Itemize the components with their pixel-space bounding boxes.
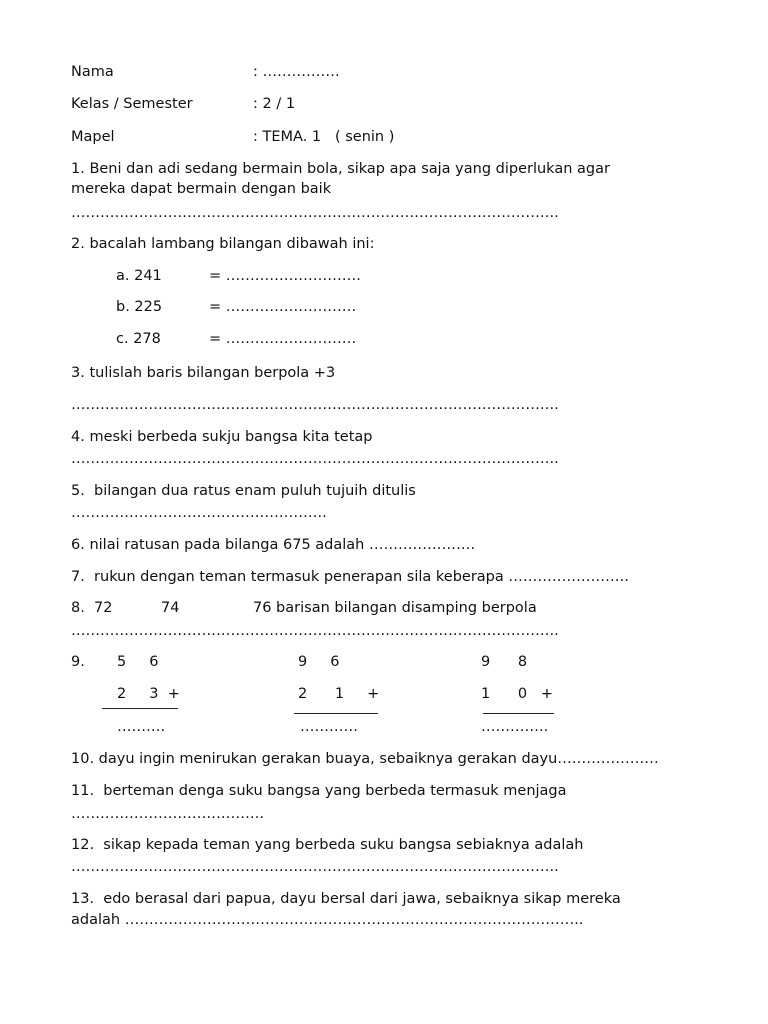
question-12-text: 12. sikap kepada teman yang berbeda suku bangsa sebiaknya adalah — [71, 837, 584, 853]
sum-2-bottom: 2 1 + — [298, 686, 380, 702]
sum-1-result: ………. — [117, 719, 166, 735]
question-11-answer-line: …………………………………. — [71, 806, 265, 822]
sum-2-result: ………… — [300, 719, 358, 735]
question-8-number-1: 8. 72 — [71, 600, 113, 616]
question-2c-answer: = ……………………… — [209, 331, 357, 347]
question-2b-answer: = ……………………… — [209, 299, 357, 315]
question-2-text: 2. bacalah lambang bilangan dibawah ini: — [71, 236, 375, 252]
mapel-label: Mapel — [71, 129, 115, 145]
question-12-answer-line: ……………………………………………………………………………………….. — [71, 859, 559, 875]
question-2a-answer: = ………………………. — [209, 268, 361, 284]
sum-1-bottom: 2 3 + — [117, 686, 180, 702]
question-3-text: 3. tulislah baris bilangan berpola +3 — [71, 365, 336, 381]
sum-3-rule — [483, 713, 554, 714]
mapel-value: : TEMA. 1 ( senin ) — [253, 129, 395, 145]
question-1-answer-line: ……………………………………………………………………………………….. — [71, 205, 559, 221]
sum-3-bottom: 1 0 + — [481, 686, 554, 702]
sum-3-top: 9 8 — [481, 654, 528, 670]
question-5-answer-line: …………………………………………….. — [71, 505, 327, 521]
question-6-text: 6. nilai ratusan pada bilanga 675 adalah …………………. — [71, 537, 476, 553]
question-3-answer-line: ……………………………………………………………………………………….. — [71, 397, 559, 413]
nama-label: Nama — [71, 64, 114, 80]
question-1-line-2: mereka dapat bermain dengan baik — [71, 181, 332, 197]
question-13-line-1: 13. edo berasal dari papua, dayu bersal dari jawa, sebaiknya sikap mereka — [71, 891, 621, 907]
question-8-number-3-text: 76 barisan bilangan disamping berpola — [253, 600, 537, 616]
sum-2-top: 9 6 — [298, 654, 340, 670]
question-10-text: 10. dayu ingin menirukan gerakan buaya, sebaiknya gerakan dayu………………… — [71, 751, 659, 767]
nama-value: : ……………. — [253, 64, 340, 80]
question-8-answer-line: ……………………………………………………………………………………….. — [71, 623, 559, 639]
kelas-value: : 2 / 1 — [253, 96, 296, 112]
question-4-answer-line: ……………………………………………………………………………………….. — [71, 451, 559, 467]
kelas-label: Kelas / Semester — [71, 96, 193, 112]
question-9-number: 9. — [71, 654, 85, 670]
question-4-text: 4. meski berbeda sukju bangsa kita tetap — [71, 429, 373, 445]
sum-1-rule — [102, 708, 178, 709]
question-11-text: 11. berteman denga suku bangsa yang berbeda termasuk menjaga — [71, 783, 567, 799]
question-5-text: 5. bilangan dua ratus enam puluh tujuih ditulis — [71, 483, 416, 499]
sum-2-rule — [294, 713, 378, 714]
question-7-text: 7. rukun dengan teman termasuk penerapan sila keberapa ……………………. — [71, 569, 629, 585]
sum-3-result: ………….. — [481, 719, 549, 735]
question-2b-label: b. 225 — [116, 299, 163, 315]
sum-1-top: 5 6 — [117, 654, 159, 670]
question-8-number-2: 74 — [161, 600, 180, 616]
question-2c-label: c. 278 — [116, 331, 161, 347]
question-1-line-1: 1. Beni dan adi sedang bermain bola, sikap apa saja yang diperlukan agar — [71, 161, 610, 177]
question-2a-label: a. 241 — [116, 268, 162, 284]
question-13-line-2: adalah ………………………………………………………………………………….. — [71, 912, 584, 928]
